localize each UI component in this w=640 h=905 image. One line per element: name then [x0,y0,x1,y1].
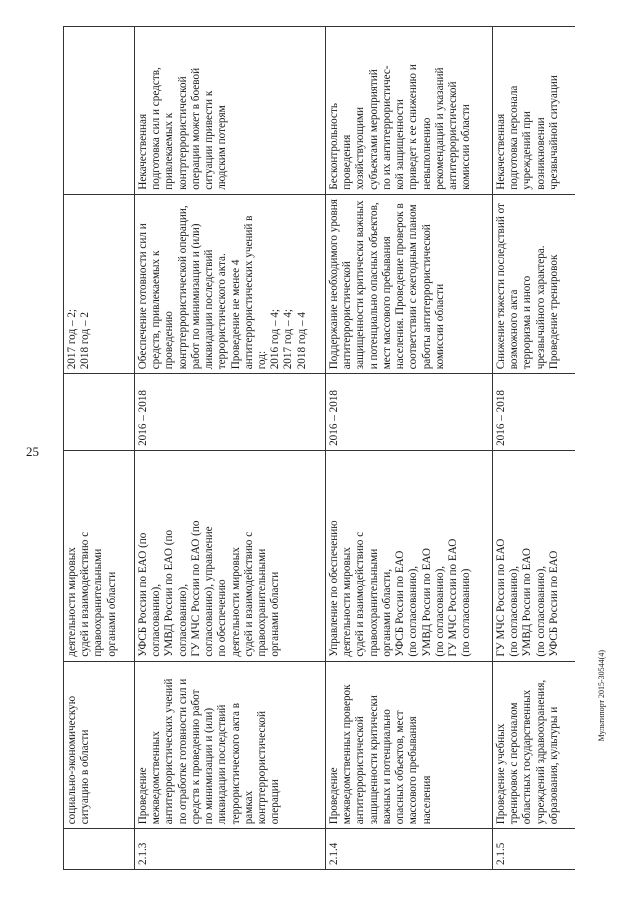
cell-result: Поддержание необходимого уровня антитеррористической защищенности критически важных и потенциально опасных объектов, мест массового пребывания населения. Проведение проверок в соответствии с ежегодным планом работы антитеррористической комиссии области [326,194,493,374]
table-row [135,27,326,870]
cell-executors: деятельности мировых судей и взаимодействию с правоохранительными органами области [64,450,135,661]
table-row [326,27,493,870]
cell-executors: УФСБ России по ЕАО (по согласованию), УМВД России по ЕАО (по согласованию), ГУ МЧС России по ЕАО (по согласованию), управление по обеспечению деятельности мировых судей и взаимодействию с правоохранительными органами области [135,450,326,661]
cell-period [64,374,135,451]
cell-executors: ГУ МЧС России по ЕАО (по согласованию), УМВД России по ЕАО (по согласованию), УФСБ России по ЕАО [493,450,576,661]
cell-consequence: Некачественная подготовка сил и средств, привлекаемых к контртеррористической операции может в боевой ситуации привести к людским потерям [135,27,326,195]
page-number: 25 [26,444,39,459]
cell-period: 2016 – 2018 [135,374,326,451]
cell-activity: Проведение учебных тренировок с персоналом областных государственных учреждений здравоохранения, образования, культуры и [493,661,576,829]
table-row [493,27,576,870]
document-table-rotated [63,26,583,870]
cell-consequence: Некачественная подготовка персонала учреждений при возникновении чрезвычайной ситуации [493,27,576,195]
cell-num: 2.1.5 [493,829,576,870]
cell-num [64,829,135,870]
cell-result: Снижение тяжести последствий от возможного акта терроризма и иного чрезвычайного характера. Проведение тренировок [493,194,576,374]
cell-executors: Управление по обеспечению деятельности мировых судей и взаимодействию с правоохранительными органами области, УФСБ России по ЕАО (по согласованию), УМВД России по ЕАО (по согласованию), ГУ МЧС России по ЕАО (по согласованию) [326,450,493,661]
cell-activity: социально-экономическую ситуацию в области [64,661,135,829]
cell-num: 2.1.4 [326,829,493,870]
table-row [64,27,135,870]
cell-consequence [64,27,135,195]
cell-consequence: Бесконтрольность проведения хозяйствующими субъектами мероприятий по их антитеррористичес- кой защищенности приведет к ее снижению и невыполнению рекомендаций и указаний антитеррористической комиссии области [326,27,493,195]
document-watermark: Мультипорт 2015-30544(4) [597,650,606,742]
cell-num: 2.1.3 [135,829,326,870]
cell-result: Обеспечение готовности сил и средств, привлекаемых к проведению контртеррористической операции, работ по минимизации и (или) ликвидации последствий террористического акта. Проведение не менее 4 антитеррористических учений в год: 2016 год – 4; 2017 год – 4; 2018 год – 4 [135,194,326,374]
cell-activity: Проведение межведомственных антитеррористических учений по отработке готовности сил и средств к проведению работ по минимизации и (или) ликвидации последствий террористического акта в рамках контртеррористической операции [135,661,326,829]
cell-activity: Проведение межведомственных проверок антитеррористической защищенности критически важных и потенциально опасных объектов, мест массового пребывания населения [326,661,493,829]
cell-period: 2016 – 2018 [326,374,493,451]
measures-table [63,26,575,870]
cell-period: 2016 – 2018 [493,374,576,451]
cell-result: 2017 год – 2; 2018 год – 2 [64,194,135,374]
